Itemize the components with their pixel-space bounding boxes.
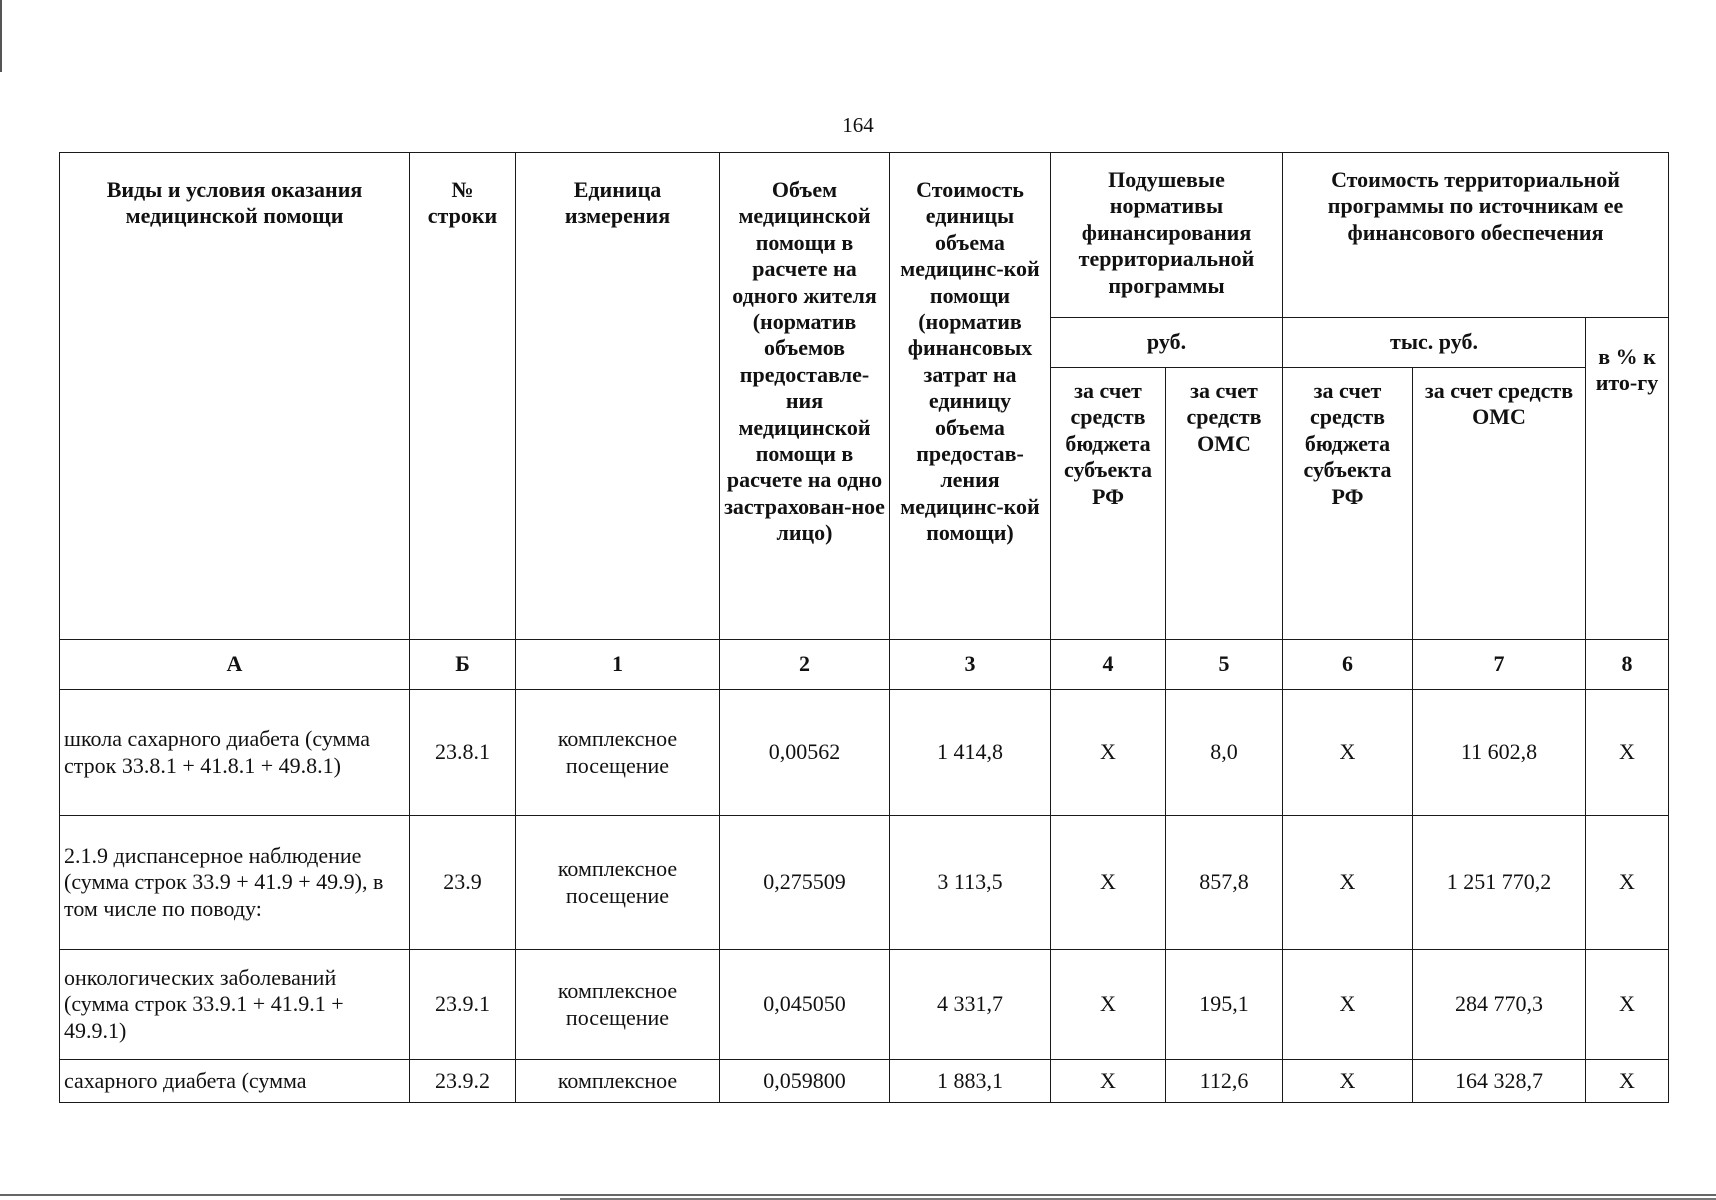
table-row xyxy=(60,690,1669,816)
cost-budget-cell: Х xyxy=(1283,816,1413,950)
care-type-cell: школа сахарного диабета (сумма строк 33.8.1 + 41.8.1 + 49.8.1) xyxy=(60,690,410,816)
line-number-cell: 23.8.1 xyxy=(410,690,516,816)
unit-cost-cell: 4 331,7 xyxy=(890,950,1051,1060)
percapita-oms-cell: 8,0 xyxy=(1166,690,1283,816)
care-type-cell: сахарного диабета (сумма xyxy=(60,1060,410,1103)
column-index: 3 xyxy=(890,640,1051,690)
column-index: 5 xyxy=(1166,640,1283,690)
header-unit-cost: Стоимость единицы объема медицинс-кой помощи (норматив финансовых затрат на единицу объема предостав-ления медицинс-кой помощи) xyxy=(890,153,1051,640)
volume-cell: 0,00562 xyxy=(720,690,890,816)
line-number-cell: 23.9.2 xyxy=(410,1060,516,1103)
line-number-cell: 23.9.1 xyxy=(410,950,516,1060)
cost-budget-cell: Х xyxy=(1283,1060,1413,1103)
header-percapita-oms: за счет средств ОМС xyxy=(1166,368,1283,640)
cost-budget-cell: Х xyxy=(1283,690,1413,816)
header-unit-thousand-rub: тыс. руб. xyxy=(1283,318,1586,368)
header-program-cost-by-source: Стоимость территориальной программы по источникам ее финансового обеспечения xyxy=(1283,153,1669,318)
unit-cell: комплексное посещение xyxy=(516,690,720,816)
percapita-budget-cell: Х xyxy=(1051,690,1166,816)
header-percent-of-total: в % к ито-гу xyxy=(1586,318,1669,640)
percent-cell: Х xyxy=(1586,816,1669,950)
scan-edge-mark xyxy=(0,0,2,72)
header-per-capita-standards: Подушевые нормативы финансирования территориальной программы xyxy=(1051,153,1283,318)
table-row xyxy=(60,1060,1669,1103)
line-number-cell: 23.9 xyxy=(410,816,516,950)
header-cost-oms: за счет средств ОМС xyxy=(1413,368,1586,640)
cost-oms-cell: 164 328,7 xyxy=(1413,1060,1586,1103)
unit-cost-cell: 3 113,5 xyxy=(890,816,1051,950)
header-line-number: № строки xyxy=(410,153,516,640)
column-index: А xyxy=(60,640,410,690)
percapita-budget-cell: Х xyxy=(1051,950,1166,1060)
cost-oms-cell: 284 770,3 xyxy=(1413,950,1586,1060)
financing-table xyxy=(59,152,1669,1103)
percent-cell: Х xyxy=(1586,1060,1669,1103)
unit-cell: комплексное посещение xyxy=(516,816,720,950)
percapita-oms-cell: 857,8 xyxy=(1166,816,1283,950)
percapita-oms-cell: 112,6 xyxy=(1166,1060,1283,1103)
header-types-of-care: Виды и условия оказания медицинской помощи xyxy=(60,153,410,640)
percapita-oms-cell: 195,1 xyxy=(1166,950,1283,1060)
unit-cost-cell: 1 883,1 xyxy=(890,1060,1051,1103)
header-cost-regional-budget: за счет средств бюджета субъекта РФ xyxy=(1283,368,1413,640)
financing-table-wrap xyxy=(59,152,1668,1102)
percent-cell: Х xyxy=(1586,950,1669,1060)
unit-cell: комплексное посещение xyxy=(516,950,720,1060)
percapita-budget-cell: Х xyxy=(1051,816,1166,950)
care-type-cell: 2.1.9 диспансерное наблюдение (сумма строк 33.9 + 41.9 + 49.9), в том числе по поводу: xyxy=(60,816,410,950)
volume-cell: 0,059800 xyxy=(720,1060,890,1103)
header-percapita-regional-budget: за счет средств бюджета субъекта РФ xyxy=(1051,368,1166,640)
header-volume-per-resident: Объем медицинской помощи в расчете на одного жителя (норматив объемов предоставле-ния медицинской помощи в расчете на одно застрахован-ное лицо) xyxy=(720,153,890,640)
unit-cell: комплексное xyxy=(516,1060,720,1103)
table-row xyxy=(60,950,1669,1060)
column-index-row xyxy=(60,640,1669,690)
column-index: Б xyxy=(410,640,516,690)
volume-cell: 0,045050 xyxy=(720,950,890,1060)
care-type-cell: онкологических заболеваний (сумма строк 33.9.1 + 41.9.1 + 49.9.1) xyxy=(60,950,410,1060)
column-index: 6 xyxy=(1283,640,1413,690)
column-index: 2 xyxy=(720,640,890,690)
column-index: 8 xyxy=(1586,640,1669,690)
cost-oms-cell: 1 251 770,2 xyxy=(1413,816,1586,950)
column-index: 7 xyxy=(1413,640,1586,690)
column-index: 4 xyxy=(1051,640,1166,690)
unit-cost-cell: 1 414,8 xyxy=(890,690,1051,816)
cost-oms-cell: 11 602,8 xyxy=(1413,690,1586,816)
header-unit: Единица измерения xyxy=(516,153,720,640)
table-row xyxy=(60,816,1669,950)
column-index: 1 xyxy=(516,640,720,690)
scan-bottom-edge xyxy=(0,1194,1716,1196)
percapita-budget-cell: Х xyxy=(1051,1060,1166,1103)
cost-budget-cell: Х xyxy=(1283,950,1413,1060)
header-unit-rub: руб. xyxy=(1051,318,1283,368)
page-number: 164 xyxy=(842,113,874,137)
percent-cell: Х xyxy=(1586,690,1669,816)
volume-cell: 0,275509 xyxy=(720,816,890,950)
